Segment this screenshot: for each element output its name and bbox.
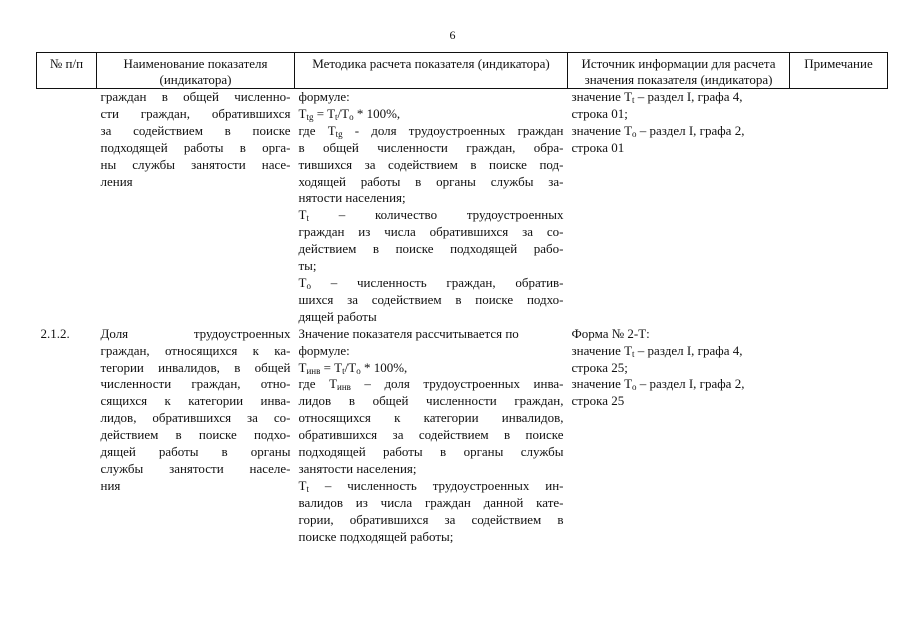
row2-method-line: Значение показателя рассчитывается по (298, 325, 519, 341)
row1-note (790, 89, 888, 326)
row1-method-line: тившихся за содействием в поиске под- (298, 156, 564, 172)
row1-method-line: формуле: (298, 89, 350, 104)
row2-num: 2.1.2. (40, 325, 70, 341)
header-method: Методика расчета показателя (индикатора) (295, 53, 568, 89)
row1-name-line: ны службы занятости насе- (100, 156, 291, 172)
row2-name-line: численности граждан, отно- (100, 376, 291, 392)
row1-name-line: подходящей работы в орга- (100, 139, 291, 155)
row2-name-line: граждан, относящихся к ка- (100, 342, 291, 358)
row2-method-line: обратившихся за содействием в поиске (298, 427, 564, 443)
header-source: Источник информации для расчета значения показателя (индикатора) (568, 53, 790, 89)
row2-method-line: формуле: (298, 342, 350, 358)
row2-method-line: поиске подходящей работы; (298, 528, 454, 544)
table-row (37, 89, 888, 326)
formula-symbol: T (298, 105, 307, 121)
row1-name-line: ления (100, 173, 133, 189)
row1-source-line: строка 01 (571, 139, 625, 155)
row1-name (97, 89, 295, 326)
method-text: T (298, 477, 307, 493)
source-text: значение T (571, 342, 633, 358)
source-text: – раздел I, графа 2, (636, 122, 745, 138)
formula-symbol: T (298, 359, 307, 375)
formula-subscript: t (632, 348, 635, 359)
method-text: – численность трудоустроенных ин- (308, 477, 564, 493)
formula-subscript: o (632, 382, 637, 393)
header-num: № п/п (37, 53, 97, 89)
row2-method-line (299, 478, 564, 495)
source-text: – раздел I, графа 2, (636, 376, 745, 392)
formula-part: = T (320, 359, 343, 375)
page-number: 6 (449, 28, 456, 42)
row2-method-line: валидов из числа граждан данной кате- (298, 494, 564, 510)
table-header-row (37, 53, 888, 89)
row1-source-line (572, 89, 786, 106)
header-note: Примечание (790, 53, 888, 89)
row2-note (790, 326, 888, 546)
row2-name-line: сящихся к категории инва- (100, 393, 291, 409)
formula-subscript: tg (335, 128, 343, 139)
row2-name (97, 326, 295, 546)
formula-subscript: инв (306, 365, 321, 376)
row1-source-line (572, 123, 786, 140)
row1-method-line: граждан из числа обратившихся за со- (298, 224, 564, 240)
row2-name-line: дящей работы в органы (100, 444, 291, 460)
row1-method-line: нятости населения; (298, 190, 406, 206)
row2-source-line: строка 25 (571, 393, 625, 409)
row2-method-line: занятости населения; (298, 460, 417, 476)
method-text: T (298, 207, 307, 223)
method-text: - доля трудоустроенных граждан (342, 122, 564, 138)
formula-subscript: t (632, 95, 635, 105)
row2-name-line: Доля трудоустроенных (100, 325, 291, 341)
row1-method-line (299, 207, 564, 224)
formula-subscript: tg (306, 111, 314, 122)
method-text: где T (298, 122, 336, 138)
source-text: – раздел I, графа 4, (634, 342, 743, 358)
row2-method-line: подходящей работы в органы службы (298, 444, 564, 460)
source-text: значение T (571, 122, 633, 138)
source-text: – раздел I, графа 4, (634, 89, 743, 104)
row2-source-line (572, 376, 786, 393)
method-text: – доля трудоустроенных инва- (350, 376, 564, 392)
formula-subscript: o (306, 280, 311, 291)
row1-method-line: действием в поиске подходящей рабо- (298, 241, 564, 257)
row2-method-line (299, 376, 564, 393)
row2-source-line: строка 25; (571, 359, 628, 375)
formula-part: /T (344, 359, 357, 375)
row2-name-line: ния (100, 477, 121, 493)
formula-subscript: o (356, 365, 361, 376)
row1-source (568, 89, 790, 326)
row1-num (37, 89, 97, 326)
formula-subscript: инв (337, 382, 351, 393)
method-text: – численность граждан, обратив- (310, 274, 564, 290)
method-text: где T (298, 376, 338, 392)
method-text: – количество трудоустроенных (308, 207, 564, 223)
row1-formula (299, 106, 564, 123)
formula-part: = T (313, 105, 336, 121)
formula-part: * 100%, (360, 359, 408, 375)
row2-method-line: лидов в общей численности граждан, (298, 393, 564, 409)
row2-source (568, 326, 790, 546)
row1-method (295, 89, 568, 326)
row1-name-line: граждан в общей численно- (100, 89, 291, 104)
row2-name-line: тегории инвалидов, в общей (100, 359, 291, 375)
row2-name-line: действием в поиске подхо- (100, 427, 291, 443)
row2-source-line (572, 343, 786, 360)
row2-source-title: Форма № 2-Т: (571, 325, 650, 341)
header-name: Наименование показателя (индикатора) (97, 53, 295, 89)
row1-name-line: за содействием в поиске (100, 122, 291, 138)
formula-subscript: o (349, 111, 354, 122)
formula-subscript: t (342, 365, 345, 376)
row1-method-line (299, 123, 564, 140)
formula-part: * 100%, (353, 105, 401, 121)
formula-subscript: t (335, 111, 338, 122)
row1-method-line: шихся за содействием в поиске подхо- (298, 291, 564, 307)
indicator-table (36, 52, 888, 545)
row1-name-line: сти граждан, обратившихся (100, 105, 291, 121)
formula-part: /T (337, 105, 350, 121)
row2-method (295, 326, 568, 546)
row1-method-line (299, 275, 564, 292)
source-text: значение T (571, 376, 633, 392)
row1-method-line: в общей численности граждан, обра- (298, 139, 564, 155)
row1-source-line: строка 01; (571, 105, 628, 121)
row1-method-line: ходящей работы в органы службы за- (298, 173, 564, 189)
row1-method-line: дящей работы (298, 308, 377, 324)
formula-subscript: t (306, 213, 309, 224)
row2-formula (299, 360, 564, 377)
formula-subscript: o (632, 128, 637, 139)
table-row (37, 326, 888, 546)
method-text: T (298, 274, 307, 290)
row1-method-line: ты; (298, 258, 317, 274)
row2-name-line: лидов, обратившихся за со- (100, 410, 291, 426)
source-text: значение T (571, 89, 633, 104)
row2-name-line: службы занятости населе- (100, 460, 291, 476)
row2-method-line: гории, обратившихся за содействием в (298, 511, 564, 527)
row2-method-line: относящихся к категории инвалидов, (298, 410, 564, 426)
formula-subscript: t (306, 483, 309, 494)
